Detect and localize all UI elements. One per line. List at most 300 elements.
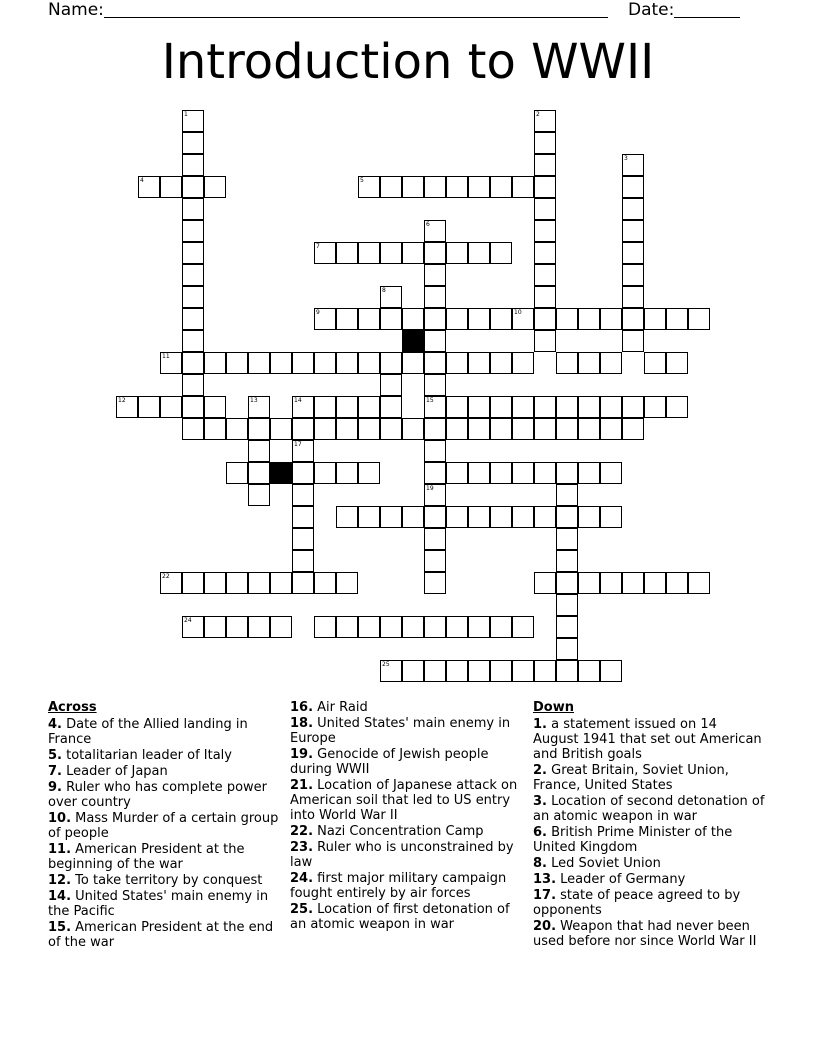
grid-cell[interactable]	[270, 352, 292, 374]
clue-number: 17	[294, 441, 302, 448]
grid-cell[interactable]	[424, 396, 446, 418]
grid-cell[interactable]	[666, 352, 688, 374]
grid-cell[interactable]	[468, 308, 490, 330]
grid-cell[interactable]	[534, 462, 556, 484]
grid-cell[interactable]	[182, 154, 204, 176]
grid-cell[interactable]	[380, 374, 402, 396]
clue-number-label: 22.	[290, 824, 314, 839]
clue-number-label: 16.	[290, 700, 314, 715]
clue-number: 10	[514, 309, 522, 316]
grid-cell[interactable]	[534, 198, 556, 220]
clue-number-label: 19.	[290, 747, 314, 762]
grid-cell[interactable]	[380, 418, 402, 440]
grid-cell[interactable]	[490, 176, 512, 198]
grid-cell[interactable]	[556, 550, 578, 572]
clue-number-label: 20.	[533, 919, 557, 934]
grid-cell[interactable]	[336, 506, 358, 528]
grid-cell[interactable]	[578, 660, 600, 682]
grid-cell[interactable]	[468, 396, 490, 418]
grid-cell[interactable]	[622, 286, 644, 308]
clue-number-label: 1.	[533, 717, 547, 732]
across-heading: Across	[48, 700, 97, 715]
clue-number-label: 6.	[533, 825, 547, 840]
grid-cell[interactable]	[446, 462, 468, 484]
grid-cell[interactable]	[226, 418, 248, 440]
grid-cell[interactable]	[556, 352, 578, 374]
grid-cell[interactable]	[402, 352, 424, 374]
grid-cell[interactable]	[556, 308, 578, 330]
grid-cell[interactable]	[248, 484, 270, 506]
grid-cell[interactable]	[622, 572, 644, 594]
grid-cell[interactable]	[534, 418, 556, 440]
grid-cell[interactable]	[248, 572, 270, 594]
blocked-cell	[270, 462, 292, 484]
down-clue: 3. Location of second detonation of an atomic weapon in war	[533, 794, 765, 824]
grid-cell[interactable]	[424, 660, 446, 682]
grid-cell[interactable]	[556, 418, 578, 440]
grid-cell[interactable]	[556, 572, 578, 594]
grid-cell[interactable]	[424, 572, 446, 594]
grid-cell[interactable]	[446, 308, 468, 330]
grid-cell[interactable]	[270, 418, 292, 440]
clue-number: 13	[250, 397, 258, 404]
across-clue: 5. totalitarian leader of Italy	[48, 748, 232, 763]
grid-cell[interactable]	[644, 572, 666, 594]
grid-cell[interactable]	[182, 176, 204, 198]
clue-number: 8	[382, 287, 386, 294]
grid-cell[interactable]	[600, 572, 622, 594]
grid-cell[interactable]	[578, 308, 600, 330]
grid-cell[interactable]	[424, 528, 446, 550]
grid-cell[interactable]	[248, 440, 270, 462]
across-clues-column-1	[48, 700, 280, 951]
grid-cell[interactable]	[402, 660, 424, 682]
grid-cell[interactable]	[446, 176, 468, 198]
grid-cell[interactable]	[424, 242, 446, 264]
grid-cell[interactable]	[556, 396, 578, 418]
grid-cell[interactable]	[600, 462, 622, 484]
clue-number-label: 10.	[48, 811, 72, 826]
grid-cell[interactable]	[468, 176, 490, 198]
grid-cell[interactable]	[490, 506, 512, 528]
grid-cell[interactable]	[578, 396, 600, 418]
down-heading: Down	[533, 700, 574, 715]
grid-cell[interactable]	[358, 308, 380, 330]
grid-cell[interactable]	[248, 616, 270, 638]
grid-cell[interactable]	[446, 396, 468, 418]
grid-cell[interactable]	[380, 616, 402, 638]
grid-cell[interactable]	[380, 352, 402, 374]
across-clue: 21. Location of Japanese attack on American soil that led to US entry into World War II	[290, 778, 518, 823]
grid-cell[interactable]	[600, 660, 622, 682]
grid-cell[interactable]	[226, 352, 248, 374]
down-clues-column	[533, 700, 765, 950]
grid-cell[interactable]	[402, 308, 424, 330]
grid-cell[interactable]	[622, 242, 644, 264]
grid-cell[interactable]	[182, 308, 204, 330]
grid-cell[interactable]	[226, 616, 248, 638]
clue-number-label: 25.	[290, 902, 314, 917]
grid-cell[interactable]	[534, 286, 556, 308]
clue-number: 3	[624, 155, 628, 162]
grid-cell[interactable]	[380, 242, 402, 264]
grid-cell[interactable]	[512, 660, 534, 682]
grid-cell[interactable]	[204, 352, 226, 374]
grid-cell[interactable]	[490, 418, 512, 440]
grid-cell[interactable]	[358, 396, 380, 418]
grid-cell[interactable]	[468, 462, 490, 484]
grid-cell[interactable]	[314, 242, 336, 264]
grid-cell[interactable]	[424, 550, 446, 572]
clue-number: 1	[184, 111, 188, 118]
name-label: Name:	[48, 0, 104, 20]
grid-cell[interactable]	[182, 396, 204, 418]
grid-cell[interactable]	[512, 506, 534, 528]
down-clue: 2. Great Britain, Soviet Union, France, United States	[533, 763, 729, 793]
grid-cell[interactable]	[534, 308, 556, 330]
grid-cell[interactable]	[314, 572, 336, 594]
grid-cell[interactable]	[160, 396, 182, 418]
grid-cell[interactable]	[688, 308, 710, 330]
grid-cell[interactable]	[446, 660, 468, 682]
grid-cell[interactable]	[622, 308, 644, 330]
across-clues-column-2	[290, 700, 522, 933]
grid-cell[interactable]	[666, 396, 688, 418]
grid-cell[interactable]	[622, 396, 644, 418]
clue-number-label: 4.	[48, 717, 62, 732]
clue-number-label: 3.	[533, 794, 547, 809]
clue-number: 2	[536, 111, 540, 118]
grid-cell[interactable]	[424, 286, 446, 308]
clue-number: 9	[316, 309, 320, 316]
grid-cell[interactable]	[138, 176, 160, 198]
grid-cell[interactable]	[600, 396, 622, 418]
grid-cell[interactable]	[556, 660, 578, 682]
across-clue: 9. Ruler who has complete power over country	[48, 780, 267, 810]
grid-cell[interactable]	[292, 462, 314, 484]
clue-number-label: 24.	[290, 871, 314, 886]
grid-cell[interactable]	[424, 374, 446, 396]
grid-cell[interactable]	[468, 616, 490, 638]
grid-cell[interactable]	[182, 330, 204, 352]
grid-cell[interactable]	[270, 572, 292, 594]
grid-cell[interactable]	[556, 638, 578, 660]
grid-cell[interactable]	[534, 330, 556, 352]
grid-cell[interactable]	[534, 660, 556, 682]
grid-cell[interactable]	[446, 616, 468, 638]
grid-cell[interactable]	[292, 352, 314, 374]
grid-cell[interactable]	[534, 242, 556, 264]
grid-cell[interactable]	[666, 308, 688, 330]
down-clue: 1. a statement issued on 14 August 1941 that set out American and British goals	[533, 717, 762, 762]
grid-cell[interactable]	[556, 616, 578, 638]
grid-cell[interactable]	[600, 352, 622, 374]
grid-cell[interactable]	[622, 198, 644, 220]
grid-cell[interactable]	[534, 572, 556, 594]
grid-cell[interactable]	[204, 418, 226, 440]
grid-cell[interactable]	[182, 418, 204, 440]
grid-cell[interactable]	[336, 462, 358, 484]
grid-cell[interactable]	[622, 418, 644, 440]
grid-cell[interactable]	[204, 396, 226, 418]
grid-cell[interactable]	[314, 616, 336, 638]
grid-cell[interactable]	[446, 506, 468, 528]
across-clue: 19. Genocide of Jewish people during WWII	[290, 747, 489, 777]
clue-number-label: 15.	[48, 920, 72, 935]
grid-cell[interactable]	[226, 572, 248, 594]
grid-cell[interactable]	[248, 396, 270, 418]
grid-cell[interactable]	[534, 154, 556, 176]
clue-number-label: 18.	[290, 716, 314, 731]
grid-cell[interactable]	[424, 264, 446, 286]
grid-cell[interactable]	[182, 264, 204, 286]
grid-cell[interactable]	[336, 352, 358, 374]
grid-cell[interactable]	[424, 462, 446, 484]
grid-cell[interactable]	[534, 132, 556, 154]
grid-cell[interactable]	[380, 396, 402, 418]
grid-cell[interactable]	[182, 352, 204, 374]
grid-cell[interactable]	[622, 264, 644, 286]
grid-cell[interactable]	[666, 572, 688, 594]
grid-cell[interactable]	[292, 396, 314, 418]
grid-cell[interactable]	[556, 462, 578, 484]
grid-cell[interactable]	[644, 396, 666, 418]
grid-cell[interactable]	[424, 440, 446, 462]
grid-cell[interactable]	[314, 308, 336, 330]
grid-cell[interactable]	[622, 220, 644, 242]
grid-cell[interactable]	[358, 242, 380, 264]
grid-cell[interactable]	[556, 528, 578, 550]
across-clue: 14. United States' main enemy in the Pacific	[48, 889, 269, 919]
grid-cell[interactable]	[490, 660, 512, 682]
grid-cell[interactable]	[314, 396, 336, 418]
across-clue: 15. American President at the end of the war	[48, 920, 274, 950]
grid-cell[interactable]	[468, 418, 490, 440]
grid-cell[interactable]	[468, 352, 490, 374]
grid-cell[interactable]	[358, 462, 380, 484]
grid-cell[interactable]	[314, 462, 336, 484]
grid-cell[interactable]	[424, 484, 446, 506]
grid-cell[interactable]	[468, 242, 490, 264]
grid-cell[interactable]	[556, 484, 578, 506]
grid-cell[interactable]	[534, 110, 556, 132]
down-clue: 20. Weapon that had never been used before nor since World War II	[533, 919, 757, 949]
grid-cell[interactable]	[534, 264, 556, 286]
grid-cell[interactable]	[160, 176, 182, 198]
across-clue: 12. To take territory by conquest	[48, 873, 263, 888]
grid-cell[interactable]	[292, 528, 314, 550]
grid-cell[interactable]	[182, 198, 204, 220]
grid-cell[interactable]	[182, 110, 204, 132]
grid-cell[interactable]	[556, 506, 578, 528]
down-clue: 8. Led Soviet Union	[533, 856, 661, 871]
clue-number: 25	[382, 661, 390, 668]
grid-cell[interactable]	[336, 396, 358, 418]
grid-cell[interactable]	[688, 572, 710, 594]
clue-number-label: 2.	[533, 763, 547, 778]
grid-cell[interactable]	[380, 506, 402, 528]
grid-cell[interactable]	[182, 132, 204, 154]
grid-cell[interactable]	[490, 352, 512, 374]
grid-cell[interactable]	[358, 352, 380, 374]
date-label: Date:	[628, 0, 675, 20]
clue-number: 11	[162, 353, 170, 360]
grid-cell[interactable]	[204, 616, 226, 638]
grid-cell[interactable]	[512, 176, 534, 198]
grid-cell[interactable]	[534, 506, 556, 528]
across-clue: 11. American President at the beginning of the war	[48, 842, 245, 872]
grid-cell[interactable]	[424, 220, 446, 242]
grid-cell[interactable]	[424, 616, 446, 638]
grid-cell[interactable]	[358, 506, 380, 528]
across-clue: 22. Nazi Concentration Camp	[290, 824, 484, 839]
grid-cell[interactable]	[292, 418, 314, 440]
grid-cell[interactable]	[248, 418, 270, 440]
grid-cell[interactable]	[226, 462, 248, 484]
grid-cell[interactable]	[292, 440, 314, 462]
grid-cell[interactable]	[644, 308, 666, 330]
grid-cell[interactable]	[402, 418, 424, 440]
clue-number: 22	[162, 573, 170, 580]
grid-cell[interactable]	[380, 660, 402, 682]
clue-number: 19	[426, 485, 434, 492]
grid-cell[interactable]	[182, 220, 204, 242]
grid-cell[interactable]	[622, 330, 644, 352]
grid-cell[interactable]	[292, 572, 314, 594]
clue-number-label: 7.	[48, 764, 62, 779]
grid-cell[interactable]	[160, 352, 182, 374]
grid-cell[interactable]	[490, 396, 512, 418]
grid-cell[interactable]	[270, 616, 292, 638]
grid-cell[interactable]	[138, 396, 160, 418]
clue-number-label: 5.	[48, 748, 62, 763]
grid-cell[interactable]	[556, 594, 578, 616]
grid-cell[interactable]	[512, 418, 534, 440]
grid-cell[interactable]	[424, 506, 446, 528]
grid-cell[interactable]	[468, 660, 490, 682]
grid-cell[interactable]	[402, 616, 424, 638]
grid-cell[interactable]	[600, 308, 622, 330]
down-clue: 17. state of peace agreed to by opponents	[533, 888, 741, 918]
grid-cell[interactable]	[600, 418, 622, 440]
grid-cell[interactable]	[182, 572, 204, 594]
grid-cell[interactable]	[512, 308, 534, 330]
grid-cell[interactable]	[182, 374, 204, 396]
grid-cell[interactable]	[358, 176, 380, 198]
across-clue: 23. Ruler who is unconstrained by law	[290, 840, 514, 870]
grid-cell[interactable]	[248, 352, 270, 374]
grid-cell[interactable]	[534, 220, 556, 242]
grid-cell[interactable]	[622, 176, 644, 198]
grid-cell[interactable]	[336, 242, 358, 264]
clue-number: 15	[426, 397, 434, 404]
clue-number: 12	[118, 397, 126, 404]
grid-cell[interactable]	[424, 352, 446, 374]
grid-cell[interactable]	[402, 176, 424, 198]
grid-cell[interactable]	[446, 418, 468, 440]
grid-cell[interactable]	[446, 352, 468, 374]
grid-cell[interactable]	[644, 352, 666, 374]
grid-cell[interactable]	[446, 242, 468, 264]
across-clue: 16. Air Raid	[290, 700, 368, 715]
grid-cell[interactable]	[578, 352, 600, 374]
grid-cell[interactable]	[402, 506, 424, 528]
grid-cell[interactable]	[402, 242, 424, 264]
grid-cell[interactable]	[490, 462, 512, 484]
grid-cell[interactable]	[512, 352, 534, 374]
grid-cell[interactable]	[578, 506, 600, 528]
clue-number-label: 14.	[48, 889, 72, 904]
grid-cell[interactable]	[314, 418, 336, 440]
clue-number-label: 23.	[290, 840, 314, 855]
grid-cell[interactable]	[600, 506, 622, 528]
grid-cell[interactable]	[292, 506, 314, 528]
clue-number-label: 11.	[48, 842, 72, 857]
grid-cell[interactable]	[358, 418, 380, 440]
clue-number: 14	[294, 397, 302, 404]
clue-number-label: 9.	[48, 780, 62, 795]
across-clue: 25. Location of first detonation of an atomic weapon in war	[290, 902, 510, 932]
grid-cell[interactable]	[534, 176, 556, 198]
grid-cell[interactable]	[490, 308, 512, 330]
grid-cell[interactable]	[358, 616, 380, 638]
grid-cell[interactable]	[336, 418, 358, 440]
grid-cell[interactable]	[424, 418, 446, 440]
grid-cell[interactable]	[578, 462, 600, 484]
grid-cell[interactable]	[336, 308, 358, 330]
grid-cell[interactable]	[578, 572, 600, 594]
clue-number: 6	[426, 221, 430, 228]
grid-cell[interactable]	[292, 550, 314, 572]
grid-cell[interactable]	[182, 286, 204, 308]
grid-cell[interactable]	[578, 418, 600, 440]
grid-cell[interactable]	[490, 616, 512, 638]
clue-number-label: 8.	[533, 856, 547, 871]
grid-cell[interactable]	[424, 308, 446, 330]
across-clue: 24. first major military campaign fought entirely by air forces	[290, 871, 507, 901]
grid-cell[interactable]	[182, 616, 204, 638]
across-clue: 4. Date of the Allied landing in France	[48, 717, 248, 747]
blocked-cell	[402, 330, 424, 352]
grid-cell[interactable]	[292, 484, 314, 506]
grid-cell[interactable]	[490, 242, 512, 264]
grid-cell[interactable]	[336, 616, 358, 638]
clue-number-label: 13.	[533, 872, 557, 887]
grid-cell[interactable]	[512, 616, 534, 638]
grid-cell[interactable]	[380, 308, 402, 330]
grid-cell[interactable]	[182, 242, 204, 264]
grid-cell[interactable]	[248, 462, 270, 484]
grid-cell[interactable]	[512, 462, 534, 484]
grid-cell[interactable]	[204, 176, 226, 198]
grid-cell[interactable]	[204, 572, 226, 594]
grid-cell[interactable]	[380, 176, 402, 198]
grid-cell[interactable]	[424, 176, 446, 198]
grid-cell[interactable]	[468, 506, 490, 528]
grid-cell[interactable]	[424, 330, 446, 352]
clue-number: 7	[316, 243, 320, 250]
grid-cell[interactable]	[160, 572, 182, 594]
grid-cell[interactable]	[380, 286, 402, 308]
clue-number: 5	[360, 177, 364, 184]
grid-cell[interactable]	[116, 396, 138, 418]
grid-cell[interactable]	[314, 352, 336, 374]
across-clue: 18. United States' main enemy in Europe	[290, 716, 511, 746]
grid-cell[interactable]	[534, 396, 556, 418]
grid-cell[interactable]	[336, 572, 358, 594]
grid-cell[interactable]	[512, 396, 534, 418]
grid-cell[interactable]	[622, 154, 644, 176]
